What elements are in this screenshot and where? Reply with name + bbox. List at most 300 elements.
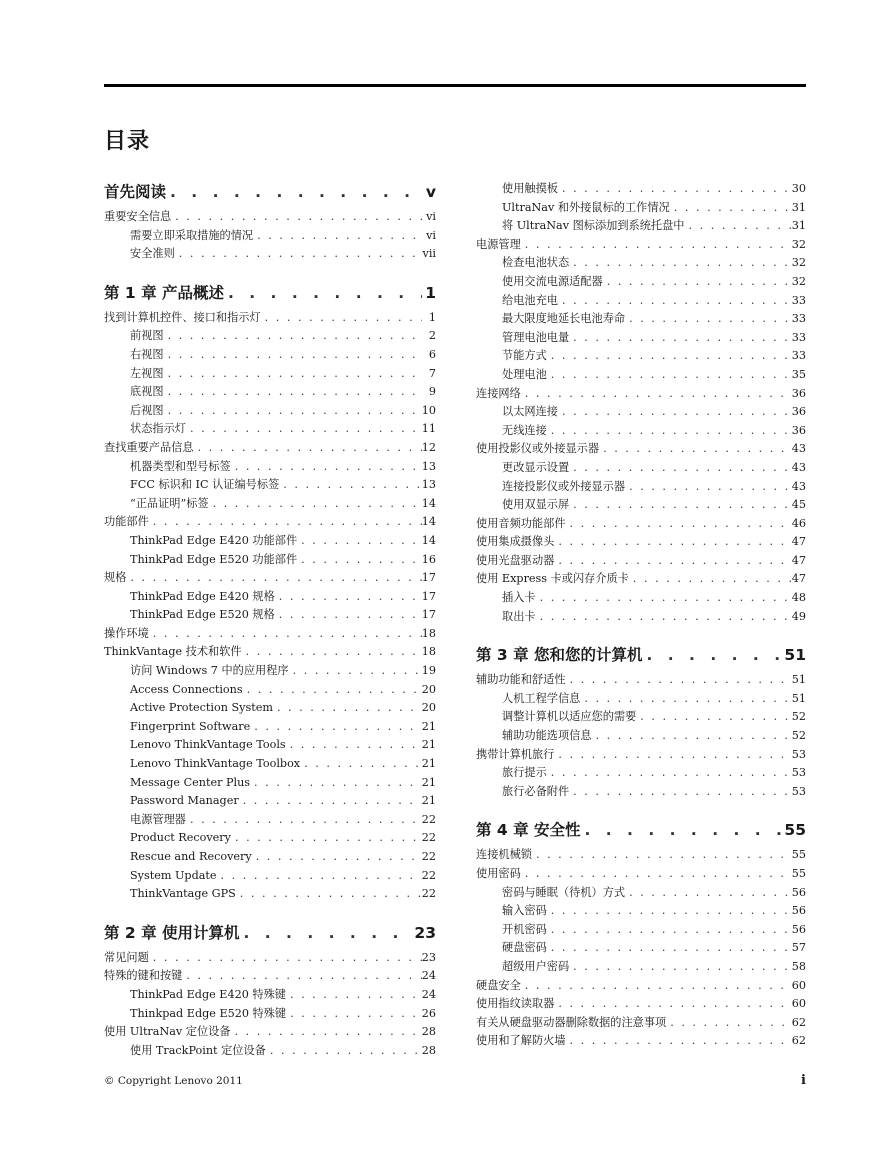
toc-subsection-entry[interactable] <box>104 383 436 402</box>
toc-entry-page: 52 <box>791 710 806 724</box>
toc-section-entry[interactable] <box>104 967 436 986</box>
toc-entry-label: 节能方式 <box>502 349 547 363</box>
toc-entry-label: 左视图 <box>130 366 164 380</box>
dot-leader <box>253 227 422 246</box>
dot-leader <box>566 515 792 534</box>
toc-subsection-entry[interactable] <box>104 588 436 607</box>
toc-entry-page: 43 <box>791 442 806 456</box>
toc-entry-page: 33 <box>791 330 806 344</box>
dot-leader <box>521 977 792 996</box>
toc-subsection-entry[interactable] <box>104 718 436 737</box>
toc-entry-label: Active Protection System <box>130 701 273 715</box>
dot-leader <box>547 921 792 940</box>
toc-entry-label: FCC 标识和 IC 认证编号标签 <box>130 478 280 492</box>
toc-subsection-entry[interactable] <box>104 662 436 681</box>
toc-subsection-entry[interactable] <box>476 690 806 709</box>
dot-leader <box>273 699 422 718</box>
toc-entry-page: 17 <box>421 571 436 585</box>
toc-section-entry[interactable] <box>104 208 436 227</box>
toc-section-entry[interactable] <box>476 515 806 534</box>
copyright-notice: © Copyright Lenovo 2011 <box>104 1075 243 1087</box>
toc-entry-page: 21 <box>421 775 436 789</box>
toc-entry-label: 使用双显示屏 <box>502 498 570 512</box>
toc-entry-page: 10 <box>421 403 436 417</box>
toc-entry-label: 超级用户密码 <box>502 959 570 973</box>
toc-subsection-entry[interactable] <box>104 245 436 264</box>
toc-entry-page: 55 <box>791 867 806 880</box>
toc-entry-page: 24 <box>421 969 436 983</box>
toc-entry-label: 找到计算机控件、接口和指示灯 <box>104 310 261 324</box>
toc-entry-page: 55 <box>784 821 806 840</box>
toc-section-entry[interactable] <box>104 949 436 968</box>
dot-leader <box>536 589 792 608</box>
toc-entry-page: 30 <box>791 182 806 195</box>
toc-entry-label: 处理电池 <box>502 367 547 381</box>
toc-entry-page: 60 <box>791 978 806 992</box>
toc-entry-label: 无线连接 <box>502 423 547 437</box>
toc-subsection-entry[interactable] <box>104 792 436 811</box>
toc-entry-page: 62 <box>791 1034 806 1048</box>
toc-subsection-entry[interactable] <box>476 310 806 329</box>
toc-subsection-entry[interactable] <box>104 346 436 365</box>
toc-entry-page: 35 <box>791 367 806 381</box>
toc-subsection-entry[interactable] <box>104 681 436 700</box>
toc-subsection-entry[interactable] <box>476 921 806 940</box>
toc-entry-label: ThinkVantage 技术和软件 <box>104 645 242 659</box>
toc-entry-label: 底视图 <box>130 385 164 399</box>
dot-leader <box>224 281 422 305</box>
toc-subsection-entry[interactable] <box>476 199 806 218</box>
dot-leader <box>554 533 791 552</box>
dot-leader <box>580 690 791 709</box>
toc-entry-page: 26 <box>421 1006 436 1020</box>
toc-entry-page: 21 <box>421 794 436 808</box>
toc-section-entry[interactable] <box>476 1032 806 1051</box>
toc-subsection-entry[interactable] <box>104 495 436 514</box>
toc-entry-label: 旅行必备附件 <box>502 784 570 798</box>
toc-entry-label: 使用 Express 卡或闪存介质卡 <box>476 572 629 586</box>
toc-entry-label: Product Recovery <box>130 831 231 845</box>
toc-entry-label: 有关从硬盘驱动器删除数据的注意事项 <box>476 1015 667 1029</box>
toc-entry-label: 携带计算机旅行 <box>476 747 555 761</box>
toc-chapter-entry[interactable] <box>476 818 806 842</box>
toc-entry-page: 45 <box>791 498 806 512</box>
toc-entry-page: vii <box>422 247 436 261</box>
toc-section-entry[interactable] <box>104 309 436 328</box>
dot-leader <box>521 865 792 884</box>
toc-subsection-entry[interactable] <box>476 727 806 746</box>
toc-entry-page: 21 <box>421 738 436 752</box>
toc-entry-label: 第 2 章 使用计算机 <box>104 923 240 942</box>
toc-entry-label: 使用 TrackPoint 定位设备 <box>130 1043 266 1057</box>
chapter-spacer <box>104 904 436 921</box>
toc-subsection-entry[interactable] <box>476 764 806 783</box>
toc-subsection-entry[interactable] <box>104 1005 436 1024</box>
dot-leader <box>279 476 422 495</box>
toc-entry-label: 使用密码 <box>476 867 521 880</box>
dot-leader <box>625 310 792 329</box>
dot-leader <box>164 365 422 384</box>
toc-entry-label: 给电池充电 <box>502 293 558 307</box>
dot-leader <box>297 532 422 551</box>
toc-right-column <box>476 180 806 1051</box>
toc-entry-label: Message Center Plus <box>130 775 251 789</box>
toc-section-entry[interactable] <box>476 440 806 459</box>
dot-leader <box>186 811 422 830</box>
toc-entry-page: 51 <box>791 691 806 705</box>
toc-entry-label: 第 3 章 您和您的计算机 <box>476 646 643 665</box>
toc-subsection-entry[interactable] <box>476 478 806 497</box>
toc-section-entry[interactable] <box>476 533 806 552</box>
dot-leader <box>569 329 792 348</box>
dot-leader <box>599 440 792 459</box>
dot-leader <box>149 513 422 532</box>
toc-entry-label: 连接机械锁 <box>476 848 532 862</box>
dot-leader <box>182 967 421 986</box>
toc-entry-label: ThinkPad Edge E420 特殊键 <box>130 987 286 1001</box>
toc-subsection-entry[interactable] <box>476 347 806 366</box>
dot-leader <box>275 606 422 625</box>
toc-subsection-entry[interactable] <box>104 606 436 625</box>
toc-entry-label: 状态指示灯 <box>130 422 186 436</box>
toc-entry-label: 查找重要产品信息 <box>104 440 194 454</box>
dot-leader <box>521 236 792 255</box>
toc-section-entry[interactable] <box>476 746 806 765</box>
toc-entry-page: 31 <box>791 200 806 214</box>
toc-section-entry[interactable] <box>476 552 806 571</box>
toc-entry-page: 1 <box>428 310 436 324</box>
toc-subsection-entry[interactable] <box>104 476 436 495</box>
dot-leader <box>252 848 422 867</box>
dot-leader <box>670 199 792 218</box>
toc-entry-page: 31 <box>791 219 806 233</box>
toc-section-entry[interactable] <box>104 569 436 588</box>
toc-entry-page: 33 <box>791 349 806 363</box>
toc-subsection-entry[interactable] <box>104 736 436 755</box>
dot-leader <box>300 755 422 774</box>
dot-leader <box>569 496 792 515</box>
toc-entry-label: 使用触摸板 <box>502 182 558 195</box>
dot-leader <box>286 1005 422 1024</box>
toc-chapter-entry[interactable] <box>104 180 436 204</box>
toc-entry-page: 6 <box>428 347 436 361</box>
toc-entry-page: 33 <box>791 312 806 326</box>
toc-section-entry[interactable] <box>104 643 436 662</box>
toc-entry-page: 33 <box>791 293 806 307</box>
dot-leader <box>175 245 422 264</box>
toc-subsection-entry[interactable] <box>104 986 436 1005</box>
toc-subsection-entry[interactable] <box>104 755 436 774</box>
dot-leader <box>250 718 421 737</box>
toc-subsection-entry[interactable] <box>476 958 806 977</box>
toc-entry-page: 13 <box>421 478 436 492</box>
dot-leader <box>666 1014 792 1033</box>
dot-leader <box>554 552 791 571</box>
toc-entry-page: vi <box>426 210 436 223</box>
dot-leader <box>297 551 422 570</box>
dot-leader <box>239 792 422 811</box>
dot-leader <box>566 1032 792 1051</box>
dot-leader <box>126 569 421 588</box>
toc-entry-page: 16 <box>421 552 436 566</box>
toc-entry-label: 操作环境 <box>104 626 149 640</box>
chapter-spacer <box>476 801 806 818</box>
toc-section-entry[interactable] <box>476 570 806 589</box>
dot-leader <box>547 939 792 958</box>
toc-subsection-entry[interactable] <box>104 327 436 346</box>
toc-section-entry[interactable] <box>476 846 806 865</box>
toc-entry-label: 使用光盘驱动器 <box>476 553 555 567</box>
toc-section-entry[interactable] <box>104 625 436 644</box>
dot-leader <box>231 1023 422 1042</box>
toc-entry-label: System Update <box>130 868 217 882</box>
dot-leader <box>209 495 422 514</box>
toc-subsection-entry[interactable] <box>476 292 806 311</box>
dot-leader <box>603 273 792 292</box>
toc-section-entry[interactable] <box>476 671 806 690</box>
toc-subsection-entry[interactable] <box>104 829 436 848</box>
toc-chapter-entry[interactable] <box>104 281 436 305</box>
toc-entry-page: 53 <box>791 766 806 780</box>
toc-section-entry[interactable] <box>476 1014 806 1033</box>
page-number: i <box>801 1073 806 1088</box>
toc-entry-page: 24 <box>421 987 436 1001</box>
dot-leader <box>194 439 422 458</box>
dot-leader <box>236 885 422 904</box>
toc-entry-label: 密码与睡眠（待机）方式 <box>502 885 626 899</box>
toc-entry-page: 28 <box>421 1025 436 1039</box>
toc-subsection-entry[interactable] <box>104 867 436 886</box>
toc-entry-label: 开机密码 <box>502 922 547 936</box>
toc-chapter-entry[interactable] <box>476 643 806 667</box>
toc-entry-page: 43 <box>791 460 806 474</box>
toc-subsection-entry[interactable] <box>104 551 436 570</box>
dot-leader <box>186 420 422 439</box>
toc-entry-page: 57 <box>791 941 806 955</box>
dot-leader <box>164 402 422 421</box>
toc-entry-label: 人机工程学信息 <box>502 691 581 705</box>
toc-entry-label: 电源管理 <box>476 237 521 251</box>
toc-entry-label: 前视图 <box>130 329 164 343</box>
dot-leader <box>164 346 422 365</box>
toc-entry-page: 46 <box>791 516 806 530</box>
toc-entry-page: 14 <box>421 515 436 529</box>
toc-subsection-entry[interactable] <box>104 1042 436 1061</box>
toc-section-entry[interactable] <box>476 385 806 404</box>
toc-entry-label: 右视图 <box>130 347 164 361</box>
toc-entry-page: 17 <box>421 589 436 603</box>
toc-subsection-entry[interactable] <box>104 848 436 867</box>
toc-entry-page: 32 <box>791 256 806 270</box>
toc-subsection-entry[interactable] <box>476 708 806 727</box>
toc-entry-page: 47 <box>791 553 806 567</box>
dot-leader <box>684 217 791 236</box>
toc-subsection-entry[interactable] <box>104 532 436 551</box>
dot-leader <box>636 708 791 727</box>
toc-subsection-entry[interactable] <box>104 811 436 830</box>
dot-leader <box>558 292 792 311</box>
toc-subsection-entry[interactable] <box>476 459 806 478</box>
toc-entry-page: 58 <box>791 959 806 973</box>
dot-leader <box>629 570 792 589</box>
toc-entry-page: 36 <box>791 405 806 419</box>
dot-leader <box>521 385 792 404</box>
toc-entry-page: vi <box>426 228 436 242</box>
toc-entry-label: 硬盘密码 <box>502 941 547 955</box>
toc-entry-page: 62 <box>791 1015 806 1029</box>
toc-subsection-entry[interactable] <box>476 884 806 903</box>
toc-entry-page: 23 <box>421 950 436 964</box>
toc-entry-label: Rescue and Recovery <box>130 850 252 863</box>
toc-section-entry[interactable] <box>104 439 436 458</box>
toc-entry-page: 56 <box>791 922 806 936</box>
toc-entry-label: 最大限度地延长电池寿命 <box>502 312 626 326</box>
toc-subsection-entry[interactable] <box>476 366 806 385</box>
dot-leader <box>569 783 792 802</box>
toc-entry-label: 常见问题 <box>104 950 149 964</box>
dot-leader <box>642 643 784 667</box>
toc-subsection-entry[interactable] <box>476 273 806 292</box>
dot-leader <box>250 774 422 793</box>
toc-entry-page: 14 <box>421 533 436 547</box>
toc-entry-label: 使用 UltraNav 定位设备 <box>104 1025 231 1039</box>
toc-entry-page: 56 <box>791 885 806 899</box>
toc-subsection-entry[interactable] <box>476 783 806 802</box>
dot-leader <box>217 867 422 886</box>
dot-leader <box>554 746 791 765</box>
toc-entry-page: 53 <box>791 784 806 798</box>
toc-entry-label: 后视图 <box>130 403 164 417</box>
toc-subsection-entry[interactable] <box>476 403 806 422</box>
toc-entry-page: 11 <box>421 422 436 436</box>
dot-leader <box>242 643 422 662</box>
toc-entry-label: 连接网络 <box>476 386 521 400</box>
toc-entry-label: 辅助功能选项信息 <box>502 729 592 743</box>
toc-entry-label: 使用投影仪或外接显示器 <box>476 442 600 456</box>
toc-entry-label: 安全准则 <box>130 247 175 261</box>
toc-entry-label: Thinkpad Edge E520 特殊键 <box>130 1006 287 1020</box>
toc-subsection-entry[interactable] <box>476 329 806 348</box>
dot-leader <box>166 180 422 204</box>
toc-entry-label: 调整计算机以适应您的需要 <box>502 710 637 724</box>
toc-entry-label: 以太网连接 <box>502 405 558 419</box>
toc-entry-label: 硬盘安全 <box>476 978 521 992</box>
toc-subsection-entry[interactable] <box>104 227 436 246</box>
dot-leader <box>171 208 422 227</box>
dot-leader <box>566 671 792 690</box>
toc-entry-page: 20 <box>421 701 436 715</box>
dot-leader <box>592 727 792 746</box>
toc-entry-page: 18 <box>421 626 436 640</box>
toc-entry-page: 22 <box>421 850 436 863</box>
toc-entry-label: 使用集成摄像头 <box>476 535 555 549</box>
dot-leader <box>536 608 792 627</box>
toc-entry-label: 第 1 章 产品概述 <box>104 283 224 302</box>
toc-subsection-entry[interactable] <box>104 458 436 477</box>
toc-subsection-entry[interactable] <box>104 420 436 439</box>
toc-entry-page: v <box>425 183 436 201</box>
toc-entry-label: 电源管理器 <box>130 812 186 826</box>
toc-subsection-entry[interactable] <box>476 496 806 515</box>
dot-leader <box>261 309 422 328</box>
toc-section-entry[interactable] <box>476 977 806 996</box>
toc-section-entry[interactable] <box>104 1023 436 1042</box>
dot-leader <box>569 958 792 977</box>
toc-entry-page: 32 <box>791 274 806 288</box>
toc-entry-label: 检查电池状态 <box>502 256 570 270</box>
toc-entry-page: 56 <box>791 904 806 918</box>
toc-entry-label: 需要立即采取措施的情况 <box>130 228 254 242</box>
toc-entry-page: 49 <box>791 609 806 623</box>
top-rule <box>104 84 806 87</box>
toc-entry-page: 43 <box>791 479 806 493</box>
toc-entry-label: 机器类型和型号标签 <box>130 459 231 473</box>
toc-entry-page: 2 <box>428 329 436 343</box>
dot-leader <box>286 986 422 1005</box>
dot-leader <box>243 681 422 700</box>
toc-entry-page: 20 <box>421 682 436 696</box>
toc-entry-page: 22 <box>421 812 436 826</box>
toc-entry-label: 将 UltraNav 图标添加到系统托盘中 <box>502 219 685 233</box>
dot-leader <box>569 459 792 478</box>
dot-leader <box>580 818 784 842</box>
toc-subsection-entry[interactable] <box>476 422 806 441</box>
toc-entry-label: 首先阅读 <box>104 183 167 201</box>
toc-entry-label: 使用和了解防火墙 <box>476 1034 566 1048</box>
toc-subsection-entry[interactable] <box>476 254 806 273</box>
toc-subsection-entry[interactable] <box>104 402 436 421</box>
toc-subsection-entry[interactable] <box>104 365 436 384</box>
dot-leader <box>289 662 422 681</box>
toc-subsection-entry[interactable] <box>104 699 436 718</box>
toc-entry-label: Access Connections <box>130 682 243 696</box>
toc-entry-page: 22 <box>421 887 436 901</box>
toc-subsection-entry[interactable] <box>476 939 806 958</box>
toc-entry-label: 使用指纹读取器 <box>476 997 555 1011</box>
toc-entry-label: 更改显示设置 <box>502 460 570 474</box>
toc-subsection-entry[interactable] <box>476 608 806 627</box>
toc-entry-page: 60 <box>791 997 806 1011</box>
toc-entry-page: 48 <box>791 591 806 605</box>
dot-leader <box>547 347 792 366</box>
toc-chapter-entry[interactable] <box>104 921 436 945</box>
toc-subsection-entry[interactable] <box>476 589 806 608</box>
toc-subsection-entry[interactable] <box>104 774 436 793</box>
toc-entry-page: 13 <box>421 459 436 473</box>
toc-section-entry[interactable] <box>104 513 436 532</box>
toc-entry-page: 12 <box>421 440 436 454</box>
toc-entry-label: 重要安全信息 <box>104 210 172 223</box>
toc-entry-label: 管理电池电量 <box>502 330 570 344</box>
toc-entry-page: 47 <box>791 535 806 549</box>
toc-section-entry[interactable] <box>476 236 806 255</box>
toc-subsection-entry[interactable] <box>476 180 806 199</box>
toc-entry-label: Fingerprint Software <box>130 719 251 733</box>
toc-left-column <box>104 180 436 1060</box>
toc-entry-page: 1 <box>425 283 436 302</box>
toc-subsection-entry[interactable] <box>104 885 436 904</box>
toc-entry-page: 17 <box>421 608 436 622</box>
toc-entry-label: 使用交流电源适配器 <box>502 274 603 288</box>
toc-entry-page: 18 <box>421 645 436 659</box>
toc-subsection-entry[interactable] <box>476 902 806 921</box>
toc-section-entry[interactable] <box>476 865 806 884</box>
dot-leader <box>286 736 422 755</box>
toc-entry-page: 52 <box>791 729 806 743</box>
dot-leader <box>231 458 422 477</box>
toc-subsection-entry[interactable] <box>476 217 806 236</box>
toc-section-entry[interactable] <box>476 995 806 1014</box>
